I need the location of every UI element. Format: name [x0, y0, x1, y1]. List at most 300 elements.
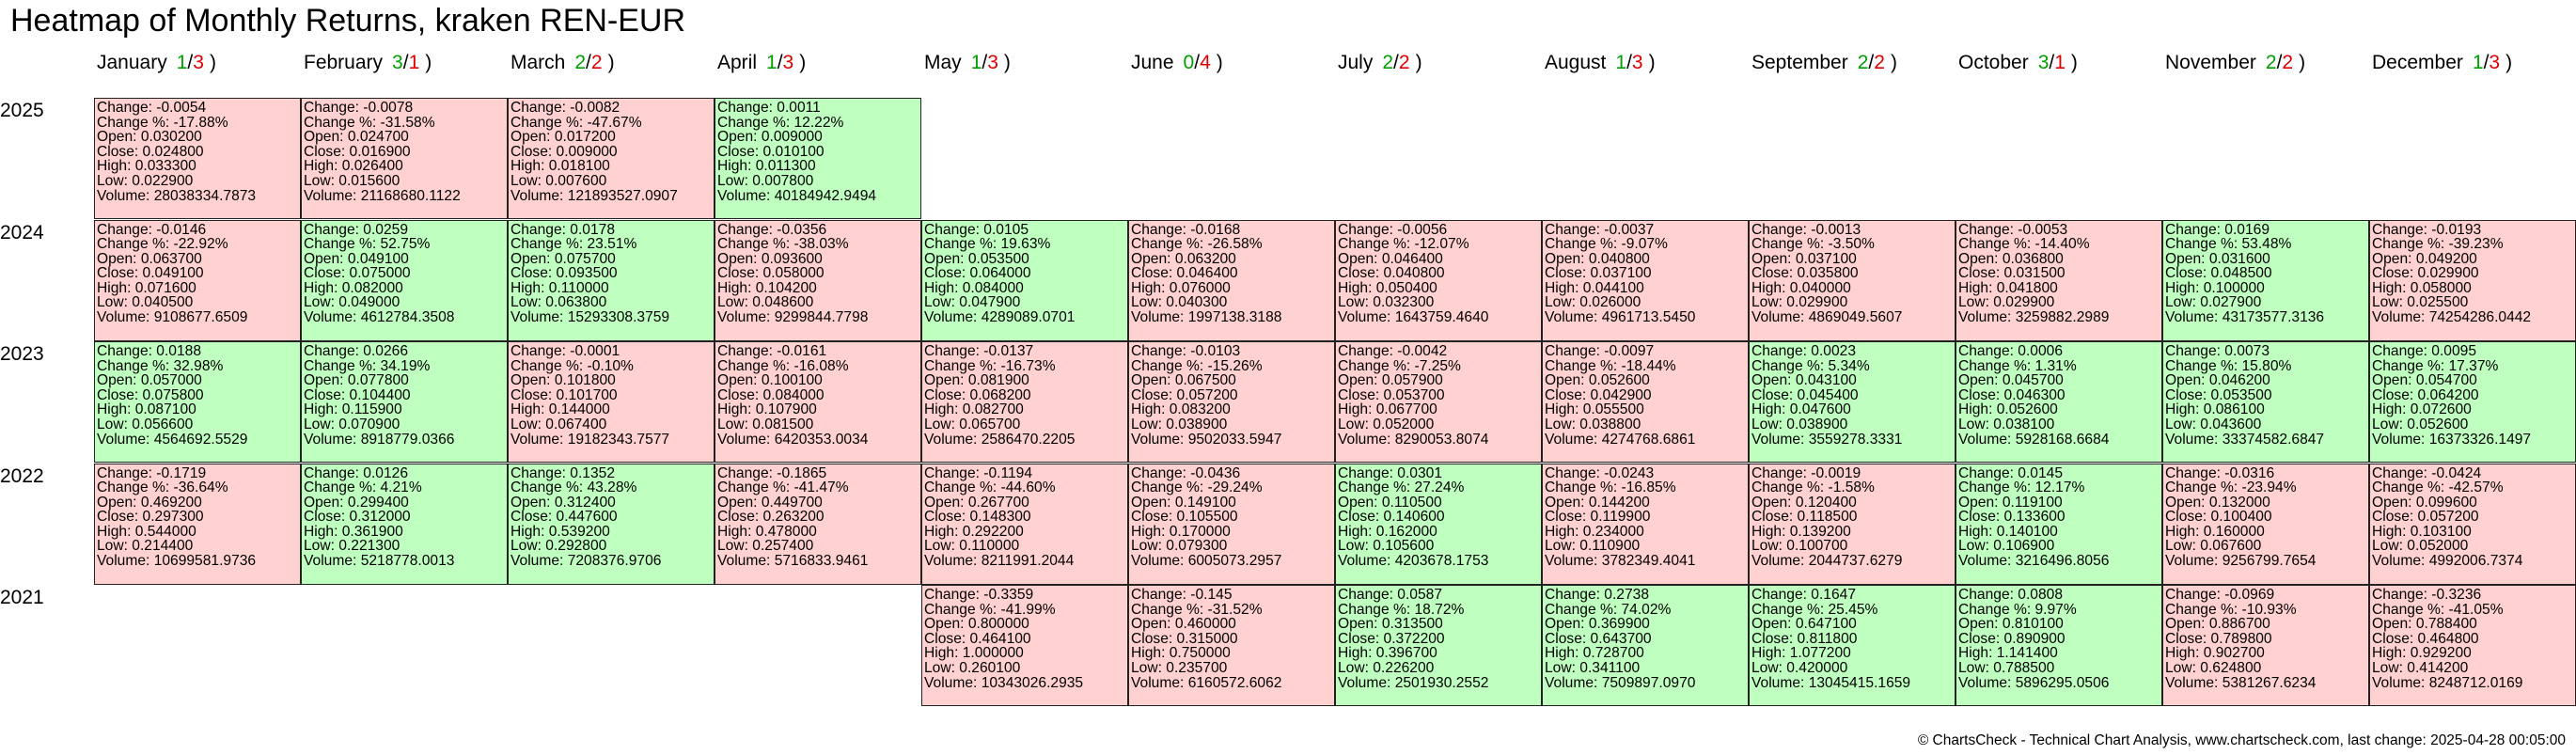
cell-value: 0.025500	[2407, 294, 2469, 311]
cell-label: Open:	[1545, 616, 1589, 633]
cell-label: High:	[1958, 401, 1997, 418]
cell-open-line	[510, 252, 714, 267]
cell-value: -0.0356	[777, 221, 827, 238]
cell-value: -0.0037	[1604, 221, 1655, 238]
cell-value: 0.043600	[2200, 416, 2262, 433]
cell-label: Open:	[304, 129, 348, 146]
cell-label: Close:	[1338, 509, 1384, 526]
cell-label: Close:	[1545, 630, 1591, 647]
heatmap-cell-2024-september	[1749, 220, 1956, 341]
heatmap-cell-2024-october	[1956, 220, 2162, 341]
month-name: June	[1131, 52, 1174, 73]
cell-low-line	[2372, 295, 2575, 310]
cell-label: Volume:	[924, 553, 982, 570]
cell-label: Volume:	[1131, 553, 1188, 570]
cell-value: 0.0011	[777, 100, 821, 116]
cell-close-line	[1131, 510, 1334, 525]
cell-volume-line	[1545, 676, 1748, 691]
cell-close-line	[717, 145, 920, 160]
cell-value: 0.049100	[347, 250, 409, 267]
year-label-2025: 2025	[0, 100, 44, 121]
cell-open-line	[304, 495, 507, 511]
cell-label: Change %:	[2165, 480, 2242, 496]
heatmap-cell-2024-august	[1542, 220, 1749, 341]
cell-label: Change %:	[304, 236, 381, 253]
cell-label: Change:	[2372, 464, 2432, 481]
cell-value: 0.105600	[1373, 538, 1435, 555]
cell-label: Open:	[1958, 616, 2003, 633]
cell-value: -0.0001	[570, 343, 620, 359]
cell-value: 17.37%	[2448, 357, 2499, 374]
cell-label: Open:	[2372, 250, 2416, 267]
cell-label: Change %:	[304, 480, 381, 496]
cell-change-pct-line	[2165, 237, 2368, 252]
heatmap-cell-2022-december	[2369, 464, 2576, 585]
cell-value: 0.449700	[761, 494, 823, 511]
cell-value: 0.539200	[548, 523, 610, 540]
cell-value: -0.0054	[156, 100, 207, 116]
cell-low-line	[510, 539, 714, 554]
cell-close-line	[1751, 510, 1955, 525]
cell-high-line	[1958, 402, 2161, 417]
cell-value: 0.789800	[2210, 630, 2272, 647]
cell-open-line	[1338, 617, 1541, 632]
cell-label: Change %:	[1958, 601, 2035, 618]
cell-change-pct-line	[2165, 480, 2368, 495]
cell-label: Volume:	[1545, 674, 1602, 691]
cell-label: Change:	[1131, 587, 1191, 603]
cell-label: Low:	[717, 294, 753, 311]
count-separator: /	[187, 52, 194, 73]
cell-close-line	[1131, 266, 1334, 281]
cell-value: 0.226200	[1373, 659, 1435, 676]
cell-label: Volume:	[924, 431, 982, 448]
month-name: October	[1958, 52, 2029, 73]
cell-volume-line	[2372, 310, 2575, 325]
cell-value: 0.038900	[1786, 416, 1848, 433]
cell-label: Close:	[2165, 386, 2211, 403]
cell-high-line	[1751, 525, 1955, 540]
cell-value: 0.890900	[2003, 630, 2066, 647]
month-header-september	[1751, 49, 1897, 77]
down-count: 3	[193, 52, 204, 73]
count-separator: /	[2276, 52, 2283, 73]
cell-label: Change:	[1338, 464, 1398, 481]
heatmap-cell-2021-september	[1749, 585, 1956, 706]
cell-volume-line	[1338, 676, 1541, 691]
cell-label: Low:	[1751, 416, 1787, 433]
cell-label: Close:	[1131, 630, 1177, 647]
count-separator: /	[982, 52, 988, 73]
cell-label: High:	[2165, 645, 2204, 662]
cell-value: 0.045400	[1797, 386, 1859, 403]
cell-label: Low:	[717, 416, 753, 433]
cell-value: 0.015600	[338, 172, 401, 189]
cell-label: Change %:	[1958, 480, 2035, 496]
cell-label: Change:	[304, 100, 364, 116]
cell-value: -38.03%	[793, 236, 849, 253]
cell-change-line	[1338, 466, 1541, 481]
cell-volume-line	[97, 189, 300, 204]
cell-volume-line	[2165, 554, 2368, 569]
cell-high-line	[2372, 281, 2575, 296]
cell-value: 4.21%	[380, 480, 422, 496]
cell-value: 0.0266	[363, 343, 408, 359]
cell-close-line	[304, 145, 507, 160]
cell-label: Change %:	[97, 480, 174, 496]
cell-label: Change:	[510, 100, 571, 116]
cell-change-line	[2165, 466, 2368, 481]
cell-open-line	[304, 373, 507, 388]
cell-value: 0.0259	[363, 221, 408, 238]
cell-value: 0.643700	[1590, 630, 1652, 647]
cell-value: 12.22%	[793, 114, 844, 131]
cell-volume-line	[1338, 554, 1541, 569]
cell-value: 0.106900	[1993, 538, 2055, 555]
cell-change-pct-line	[1338, 237, 1541, 252]
cell-value: 1.077200	[1789, 645, 1851, 662]
cell-change-line	[924, 344, 1127, 359]
cell-label: Volume:	[924, 309, 982, 326]
cell-low-line	[1131, 661, 1334, 676]
cell-label: Low:	[924, 416, 960, 433]
cell-value: 33374582.6847	[2222, 431, 2325, 448]
cell-value: -0.0042	[1397, 343, 1448, 359]
cell-close-line	[2372, 632, 2575, 647]
cell-label: High:	[1131, 401, 1170, 418]
cell-value: 0.081900	[967, 372, 1029, 389]
cell-value: 0.050400	[1375, 279, 1437, 296]
cell-value: 0.110900	[1579, 538, 1641, 555]
cell-value: 0.0126	[363, 464, 408, 481]
cell-value: 9502033.5947	[1187, 431, 1282, 448]
cell-label: Change %:	[924, 236, 1001, 253]
cell-close-line	[97, 266, 300, 281]
cell-value: 3782349.4041	[1601, 553, 1696, 570]
cell-value: 0.103100	[2410, 523, 2472, 540]
cell-label: Close:	[1958, 386, 2004, 403]
cell-label: High:	[97, 401, 135, 418]
cell-open-line	[1338, 252, 1541, 267]
cell-label: Change:	[1958, 221, 2018, 238]
heatmap-cell-2021-august	[1542, 585, 1749, 706]
cell-high-line	[2165, 402, 2368, 417]
cell-label: Change:	[97, 464, 157, 481]
cell-value: 0.067700	[1375, 401, 1437, 418]
cell-label: Close:	[304, 509, 350, 526]
cell-value: 0.149100	[1174, 494, 1236, 511]
cell-label: Close:	[717, 386, 763, 403]
cell-value: 7509897.0970	[1601, 674, 1696, 691]
cell-close-line	[97, 388, 300, 403]
cell-volume-line	[717, 433, 920, 448]
cell-value: 0.299400	[347, 494, 409, 511]
cell-change-line	[97, 223, 300, 238]
cell-close-line	[924, 510, 1127, 525]
cell-change-pct-line	[510, 359, 714, 374]
cell-value: 9256799.7654	[2222, 553, 2317, 570]
cell-value: 0.115900	[341, 401, 402, 418]
cell-change-line	[510, 344, 714, 359]
cell-label: Volume:	[2372, 674, 2429, 691]
cell-label: Open:	[924, 616, 968, 633]
cell-high-line	[1958, 525, 2161, 540]
up-count: 2	[2265, 52, 2277, 73]
cell-change-pct-line	[1751, 603, 1955, 618]
heatmap-cell-2022-august	[1542, 464, 1749, 585]
cell-label: Change %:	[2165, 601, 2242, 618]
cell-value: 0.018100	[548, 158, 610, 175]
cell-value: -31.58%	[380, 114, 435, 131]
cell-label: Volume:	[1338, 431, 1395, 448]
cell-label: Low:	[1958, 416, 1994, 433]
cell-change-pct-line	[304, 237, 507, 252]
cell-label: Volume:	[717, 431, 775, 448]
cell-label: Change %:	[924, 357, 1001, 374]
cell-change-pct-line	[1131, 603, 1334, 618]
cell-value: 25.45%	[1828, 601, 1878, 618]
cell-label: Volume:	[717, 187, 775, 204]
cell-close-line	[1958, 388, 2161, 403]
cell-label: Close:	[1545, 265, 1591, 282]
cell-value: 0.009000	[761, 129, 823, 146]
heatmap-cell-2022-november	[2162, 464, 2369, 585]
cell-change-line	[1958, 344, 2161, 359]
cell-volume-line	[1131, 433, 1334, 448]
heatmap-cell-2023-may	[921, 341, 1128, 463]
cell-label: Open:	[1131, 494, 1175, 511]
cell-high-line	[1751, 281, 1955, 296]
cell-label: High:	[97, 158, 135, 175]
up-count: 1	[2472, 52, 2484, 73]
cell-label: Close:	[1545, 386, 1591, 403]
cell-value: 0.040500	[132, 294, 194, 311]
cell-value: 0.132000	[2208, 494, 2270, 511]
cell-label: Change %:	[304, 357, 381, 374]
cell-volume-line	[510, 310, 714, 325]
cell-change-pct-line	[510, 480, 714, 495]
cell-open-line	[97, 130, 300, 145]
cell-label: Volume:	[2165, 674, 2223, 691]
cell-label: Open:	[1131, 616, 1175, 633]
cell-label: Low:	[2165, 538, 2201, 555]
heatmap-cell-2024-february	[301, 220, 508, 341]
cell-label: Volume:	[1545, 553, 1602, 570]
cell-label: High:	[304, 523, 342, 540]
cell-label: Close:	[2372, 509, 2418, 526]
heatmap-cell-2022-may	[921, 464, 1128, 585]
cell-change-line	[97, 344, 300, 359]
cell-open-line	[2165, 495, 2368, 511]
cell-label: High:	[1131, 279, 1170, 296]
cell-label: Volume:	[2165, 553, 2223, 570]
heatmap-cell-2022-january	[94, 464, 301, 585]
cell-change-pct-line	[1338, 359, 1541, 374]
cell-label: Low:	[97, 416, 133, 433]
cell-low-line	[924, 539, 1127, 554]
cell-value: -0.1719	[156, 464, 207, 481]
cell-change-pct-line	[1338, 603, 1541, 618]
cell-high-line	[2165, 281, 2368, 296]
cell-low-line	[1338, 661, 1541, 676]
heatmap-cell-2021-may	[921, 585, 1128, 706]
cell-value: 0.084000	[962, 279, 1024, 296]
cell-open-line	[97, 252, 300, 267]
cell-open-line	[304, 252, 507, 267]
cell-low-line	[510, 174, 714, 189]
cell-value: 4961713.5450	[1601, 309, 1696, 326]
cell-label: Low:	[1545, 659, 1580, 676]
count-close-paren: )	[1003, 52, 1011, 73]
cell-volume-line	[1131, 310, 1334, 325]
cell-label: Change %:	[510, 114, 588, 131]
cell-value: 0.058000	[762, 265, 825, 282]
cell-value: 0.052600	[1996, 401, 2058, 418]
cell-value: 32.98%	[173, 357, 224, 374]
cell-value: 0.045700	[2002, 372, 2064, 389]
up-count: 1	[1615, 52, 1627, 73]
cell-low-line	[717, 295, 920, 310]
cell-value: 1.31%	[2034, 357, 2077, 374]
cell-low-line	[1958, 661, 2161, 676]
cell-value: 0.396700	[1375, 645, 1437, 662]
cell-change-line	[1338, 588, 1541, 603]
cell-label: High:	[717, 158, 756, 175]
cell-value: 0.0105	[983, 221, 1029, 238]
cell-value: 5896295.0506	[2015, 674, 2110, 691]
cell-label: Change %:	[924, 480, 1001, 496]
cell-label: High:	[510, 279, 549, 296]
cell-label: Low:	[304, 172, 339, 189]
cell-label: Open:	[1338, 616, 1382, 633]
cell-label: Low:	[1545, 538, 1580, 555]
cell-label: Change %:	[1958, 236, 2035, 253]
cell-value: 0.036800	[2002, 250, 2064, 267]
cell-label: Change %:	[1545, 236, 1622, 253]
cell-label: Open:	[924, 250, 968, 267]
cell-value: 0.100000	[2203, 279, 2265, 296]
cell-open-line	[2372, 617, 2575, 632]
cell-label: Change %:	[2165, 357, 2242, 374]
cell-high-line	[1545, 646, 1748, 661]
cell-change-line	[1751, 223, 1955, 238]
cell-volume-line	[1751, 433, 1955, 448]
cell-change-line	[1545, 223, 1748, 238]
cell-label: Volume:	[97, 553, 154, 570]
cell-close-line	[510, 388, 714, 403]
cell-label: Close:	[304, 386, 350, 403]
cell-label: Volume:	[1338, 674, 1395, 691]
cell-value: 0.064000	[969, 265, 1031, 282]
cell-high-line	[1131, 281, 1334, 296]
cell-value: 4274768.6861	[1601, 431, 1696, 448]
cell-label: Close:	[2372, 386, 2418, 403]
cell-value: -10.93%	[2241, 601, 2297, 618]
cell-label: Close:	[1338, 630, 1384, 647]
cell-label: Change:	[1545, 343, 1605, 359]
cell-change-pct-line	[2372, 237, 2575, 252]
cell-label: Open:	[717, 494, 762, 511]
cell-value: 0.037100	[1795, 250, 1857, 267]
cell-label: Close:	[924, 509, 970, 526]
up-count: 0	[1183, 52, 1195, 73]
cell-low-line	[924, 661, 1127, 676]
cell-label: Volume:	[304, 431, 361, 448]
cell-volume-line	[924, 310, 1127, 325]
cell-label: Low:	[924, 538, 960, 555]
cell-label: Close:	[1751, 386, 1798, 403]
cell-value: 0.464100	[969, 630, 1031, 647]
cell-close-line	[717, 266, 920, 281]
cell-label: High:	[924, 279, 963, 296]
cell-label: Change %:	[510, 236, 588, 253]
cell-value: 0.788500	[1993, 659, 2055, 676]
cell-value: 0.105500	[1176, 509, 1238, 526]
cell-label: Change:	[2372, 587, 2432, 603]
cell-close-line	[1338, 266, 1541, 281]
up-count: 2	[1382, 52, 1394, 73]
cell-value: 9299844.7798	[774, 309, 869, 326]
cell-label: Volume:	[510, 309, 568, 326]
cell-label: Low:	[97, 172, 133, 189]
cell-close-line	[1545, 510, 1748, 525]
cell-volume-line	[304, 433, 507, 448]
cell-value: 0.800000	[967, 616, 1029, 633]
heatmap-cell-2023-march	[508, 341, 715, 463]
cell-value: 0.292800	[545, 538, 607, 555]
cell-open-line	[2372, 495, 2575, 511]
cell-high-line	[717, 281, 920, 296]
cell-value: 0.032300	[1373, 294, 1435, 311]
cell-high-line	[510, 402, 714, 417]
cell-value: 18.72%	[1414, 601, 1465, 618]
heatmap-cell-2023-april	[715, 341, 921, 463]
cell-label: High:	[510, 401, 549, 418]
month-name: May	[924, 52, 962, 73]
month-name: December	[2372, 52, 2463, 73]
cell-value: 0.040800	[1383, 265, 1445, 282]
cell-label: Close:	[97, 143, 143, 160]
cell-open-line	[1958, 495, 2161, 511]
cell-label: Open:	[2372, 372, 2416, 389]
cell-value: 12.17%	[2034, 480, 2085, 496]
cell-label: Volume:	[2165, 309, 2223, 326]
cell-low-line	[1338, 417, 1541, 433]
cell-value: -23.94%	[2241, 480, 2297, 496]
cell-value: 0.056600	[132, 416, 194, 433]
cell-label: Change %:	[97, 114, 174, 131]
cell-volume-line	[1545, 433, 1748, 448]
cell-label: Change:	[510, 464, 571, 481]
month-name: July	[1338, 52, 1374, 73]
up-count: 1	[766, 52, 778, 73]
heatmap-cell-2024-january	[94, 220, 301, 341]
cell-value: 0.024800	[142, 143, 204, 160]
cell-value: 0.038100	[1993, 416, 2055, 433]
cell-high-line	[2372, 525, 2575, 540]
cell-value: 0.042900	[1590, 386, 1652, 403]
cell-low-line	[2165, 539, 2368, 554]
cell-value: -0.0969	[2224, 587, 2275, 603]
cell-label: High:	[97, 279, 135, 296]
cell-close-line	[2372, 266, 2575, 281]
cell-close-line	[924, 266, 1127, 281]
cell-value: 0.068200	[969, 386, 1031, 403]
cell-value: 0.292200	[962, 523, 1024, 540]
cell-change-pct-line	[2372, 603, 2575, 618]
cell-label: Change %:	[1751, 480, 1829, 496]
heatmap-cell-2025-april	[715, 98, 921, 219]
